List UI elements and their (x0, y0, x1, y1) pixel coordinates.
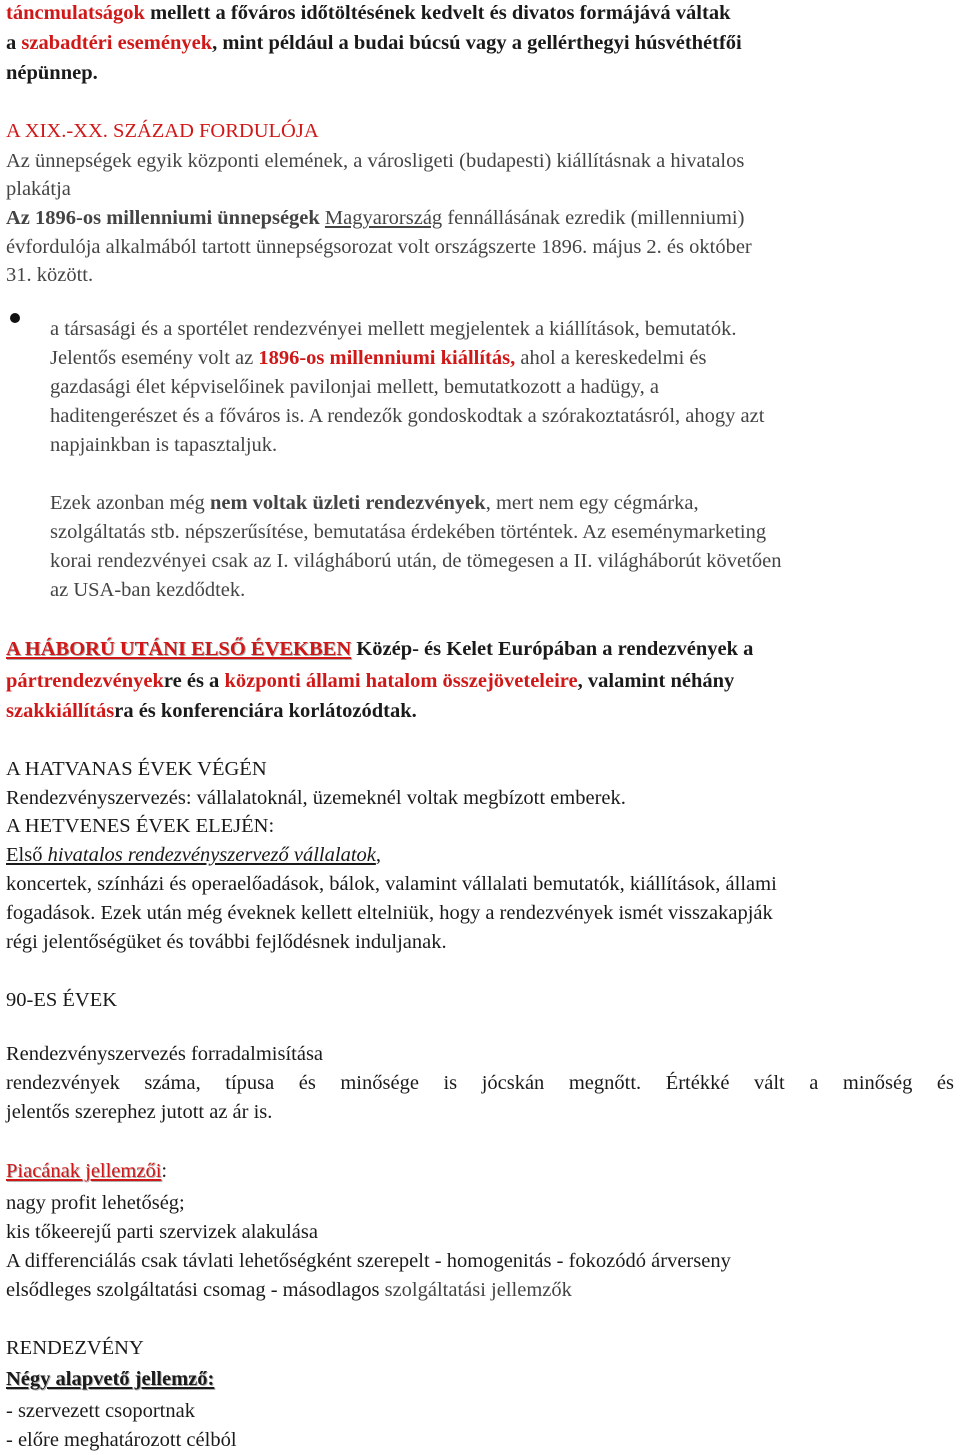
paragraph-line (6, 842, 381, 868)
intro-text: , mint például a budai búcsú vagy a gellérthegyi húsvéthétfői (212, 32, 742, 54)
section-haboru-line-1 (6, 636, 753, 662)
word: és (936, 1072, 954, 1094)
highlight-kozponti-hatalom: központi állami hatalom összejöveteleire (224, 670, 578, 692)
list-item: - előre meghatározott célból (6, 1429, 237, 1451)
heading-hetvenes-evek: A HETVENES ÉVEK ELEJÉN: (6, 815, 275, 837)
highlight-partrendezvenyek: pártrendezvények (6, 670, 164, 692)
intro-text: mellett a főváros időtöltésének kedvelt és divatos formájává váltak (144, 2, 731, 24)
paragraph-line: Az ünnepségek egyik központi elemének, a városligeti (budapesti) kiállításnak a hivatalos (6, 150, 745, 172)
word: és (298, 1072, 316, 1094)
bold-text: nem voltak üzleti rendezvények (209, 492, 486, 514)
bold-text: Az 1896-os millenniumi ünnepségek (6, 207, 320, 229)
heading-90-es-evek: 90-ES ÉVEK (6, 989, 118, 1011)
word: vált (753, 1072, 785, 1094)
text: Közép- és Kelet Európában a rendezvények a (351, 638, 754, 660)
text: , valamint néhány (577, 670, 735, 692)
word: megnőtt. (568, 1072, 642, 1094)
intro-text: a (6, 32, 22, 54)
heading-piacanak-jellemzoi (6, 1158, 167, 1184)
text: Jelentős esemény volt az (50, 347, 259, 369)
word: a (809, 1072, 819, 1094)
bullet-line (50, 345, 706, 371)
bullet-line (50, 490, 699, 516)
paragraph-line: A differenciálás csak távlati lehetőségként szerepelt - homogenitás - fokozódó árverseny (6, 1250, 731, 1272)
paragraph-line: jelentős szerephez jutott az ár is. (6, 1101, 273, 1123)
paragraph-line: fogadások. Ezek után még éveknek kellett eltelniük, hogy a rendezvények ismét visszakapják (6, 902, 773, 924)
paragraph-line: évfordulója alkalmából tartott ünnepségsorozat volt országszerte 1896. május 2. és október (6, 236, 752, 258)
list-item: - szervezett csoportnak (6, 1400, 195, 1422)
paragraph-line: Rendezvényszervezés forradalmisítása (6, 1043, 324, 1065)
bullet-line: napjainkban is tapasztaljuk. (50, 434, 278, 456)
text: ahol a kereskedelmi és (515, 347, 707, 369)
link-magyarorszag[interactable]: Magyarország (324, 207, 443, 229)
section-haboru-line-3 (6, 698, 417, 724)
word: minősége (340, 1072, 419, 1094)
paragraph-line: régi jelentőségüket és további fejlődésnek induljanak. (6, 931, 447, 953)
word: is (443, 1072, 458, 1094)
heading-hatvanas-evek: A HATVANAS ÉVEK VÉGÉN (6, 758, 267, 780)
heading-szazad-fordulo: A XIX.-XX. SZÁZAD FORDULÓJA (6, 120, 319, 142)
word: száma, (144, 1072, 201, 1094)
paragraph-line: koncertek, színházi és operaelőadások, bálok, valamint vállalati bemutatók, kiállítások, állami (6, 873, 777, 895)
grey-text: szolgáltatási jellemzők (384, 1279, 572, 1301)
paragraph-line: Rendezvényszervezés: vállalatoknál, üzemeknél voltak megbízott emberek. (6, 787, 626, 809)
highlight-szakkiallitas: szakkiállítás (6, 700, 115, 722)
word: jócskán (481, 1072, 545, 1094)
heading-rendezveny: RENDEZVÉNY (6, 1337, 144, 1359)
text: : (161, 1160, 168, 1182)
word: minőség (842, 1072, 913, 1094)
intro-line-2 (6, 30, 742, 56)
bullet-line: az USA-ban kezdődtek. (50, 579, 246, 601)
heading-haboru-utani: A HÁBORÚ UTÁNI ELSŐ ÉVEKBEN (6, 638, 352, 660)
subheading-negy-jellemzo: Négy alapvető jellemző: (6, 1368, 215, 1390)
paragraph-line: kis tőkeerejű parti szervizek alakulása (6, 1221, 318, 1243)
paragraph-line (6, 205, 744, 231)
intro-line-3: népünnep. (6, 62, 98, 84)
text: fennállásának ezredik (millenniumi) (447, 207, 745, 229)
italic-underlined-text: hivatalos rendezvényszervező vállalatok (42, 844, 376, 866)
highlight-tancmulatsagok: táncmulatságok (6, 2, 145, 24)
word: típusa (225, 1072, 275, 1094)
highlight-millenniumi-kiallitas: 1896-os millenniumi kiállítás, (258, 347, 516, 369)
paragraph-line: plakátja (6, 178, 71, 200)
bullet-line: a társasági és a sportélet rendezvényei mellett megjelentek a kiállítások, bemutatók. (50, 318, 737, 340)
heading-red-text: Piacának jellemzői (6, 1160, 162, 1182)
bullet-line: korai rendezvényei csak az I. világháború után, de tömegesen a II. világháborút követően (50, 550, 782, 572)
word: Értékké (665, 1072, 730, 1094)
underlined-text: Első (6, 844, 43, 866)
text: , (375, 844, 381, 866)
paragraph-line: 31. között. (6, 264, 94, 286)
intro-line-1 (6, 0, 730, 26)
text: re és a (163, 670, 225, 692)
section-haboru-line-2 (6, 668, 734, 694)
bullet-line: gazdasági élet képviselőinek pavilonjai mellett, bemutatkozott a hadügy, a (50, 376, 659, 398)
word: rendezvények (6, 1072, 120, 1094)
paragraph-line (6, 1277, 572, 1303)
bullet-dot-icon (10, 313, 20, 323)
bullet-line: szolgáltatás stb. népszerűsítése, bemutatása érdekében történtek. Az eseménymarketing (50, 521, 767, 543)
text: Ezek azonban még (50, 492, 210, 514)
text: elsődleges szolgáltatási csomag - másodlagos (6, 1279, 385, 1301)
paragraph-line: nagy profit lehetőség; (6, 1192, 185, 1214)
justified-line (6, 1070, 954, 1096)
highlight-szabadteri: szabadtéri események (21, 32, 213, 54)
text: , mert nem egy cégmárka, (485, 492, 699, 514)
bullet-line: haditengerészet és a főváros is. A rendezők gondoskodtak a szórakoztatásról, ahogy azt (50, 405, 765, 427)
text: ra és konferenciára korlátozódtak. (114, 700, 417, 722)
